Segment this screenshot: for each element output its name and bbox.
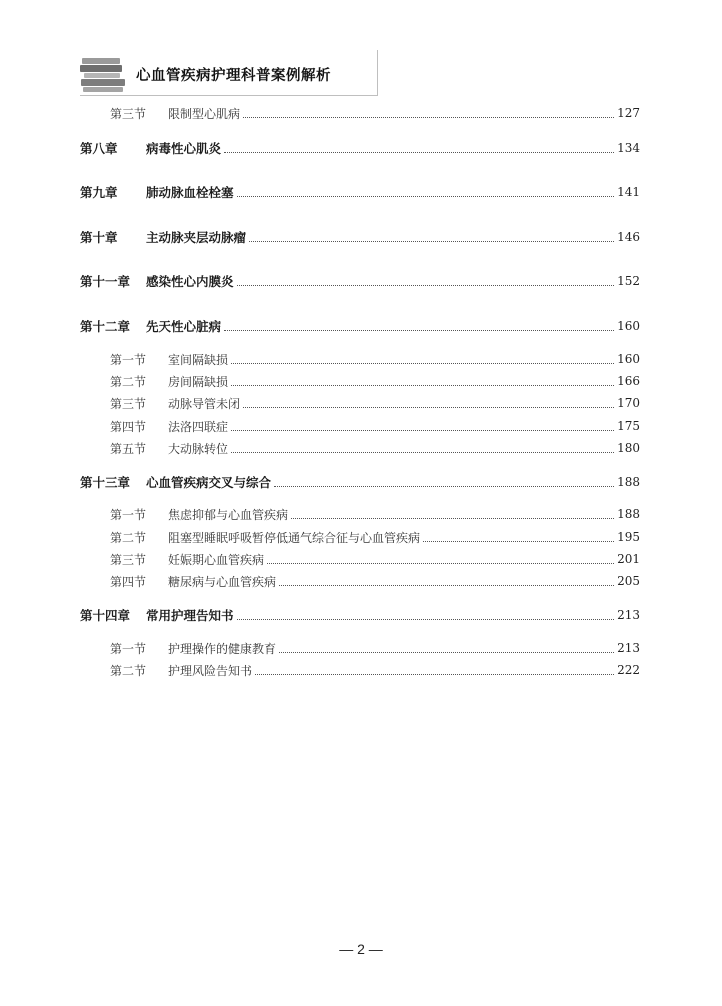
header-rule bbox=[80, 95, 378, 96]
section-number: 第二节 bbox=[110, 530, 147, 545]
section-number: 第三节 bbox=[110, 552, 147, 567]
section-number: 第一节 bbox=[110, 507, 147, 522]
chapter-number: 第十一章 bbox=[80, 274, 131, 289]
page-ref: 134 bbox=[617, 141, 640, 155]
section-title: 房间隔缺损 bbox=[168, 374, 229, 389]
page-number: — 2 — bbox=[339, 941, 383, 957]
page-ref: 141 bbox=[617, 185, 640, 199]
toc-section-entry[interactable] bbox=[110, 505, 640, 523]
toc-chapter-entry[interactable] bbox=[80, 272, 640, 290]
header-divider bbox=[377, 50, 378, 96]
page-ref: 213 bbox=[617, 641, 640, 655]
dot-leader bbox=[231, 363, 614, 364]
dot-leader bbox=[267, 563, 614, 564]
page-ref: 222 bbox=[617, 663, 640, 677]
chapter-title: 先天性心脏病 bbox=[146, 319, 222, 334]
dot-leader bbox=[231, 430, 614, 431]
dot-leader bbox=[231, 385, 614, 386]
dot-leader bbox=[231, 452, 614, 453]
toc-section-entry[interactable] bbox=[110, 417, 640, 435]
section-title: 焦虑抑郁与心血管疾病 bbox=[168, 507, 289, 522]
dot-leader bbox=[237, 285, 615, 286]
section-title: 法洛四联症 bbox=[168, 419, 229, 434]
chapter-title: 感染性心内膜炎 bbox=[146, 274, 234, 289]
toc-chapter-entry[interactable] bbox=[80, 473, 640, 491]
page-ref: 127 bbox=[617, 106, 640, 120]
toc-chapter-entry[interactable] bbox=[80, 606, 640, 624]
toc-chapter-entry[interactable] bbox=[80, 228, 640, 246]
dot-leader bbox=[224, 152, 614, 153]
dot-leader bbox=[237, 196, 615, 197]
dot-leader bbox=[274, 486, 614, 487]
toc-section-entry[interactable] bbox=[110, 439, 640, 457]
chapter-title: 常用护理告知书 bbox=[146, 608, 234, 623]
page-ref: 188 bbox=[617, 475, 640, 489]
page-ref: 213 bbox=[617, 608, 640, 622]
chapter-number: 第十四章 bbox=[80, 608, 131, 623]
dot-leader bbox=[291, 518, 614, 519]
dot-leader bbox=[243, 117, 614, 118]
dot-leader bbox=[249, 241, 614, 242]
section-number: 第三节 bbox=[110, 396, 147, 411]
section-title: 护理风险告知书 bbox=[168, 663, 253, 678]
page-ref: 175 bbox=[617, 419, 640, 433]
dot-leader bbox=[255, 674, 614, 675]
section-number: 第一节 bbox=[110, 352, 147, 367]
chapter-title: 肺动脉血栓栓塞 bbox=[146, 185, 234, 200]
toc-section-entry[interactable] bbox=[110, 528, 640, 546]
dot-leader bbox=[279, 585, 614, 586]
page-ref: 195 bbox=[617, 530, 640, 544]
section-number: 第三节 bbox=[110, 106, 147, 121]
section-number: 第一节 bbox=[110, 641, 147, 656]
section-title: 糖尿病与心血管疾病 bbox=[168, 574, 277, 589]
section-title: 阻塞型睡眠呼吸暂停低通气综合征与心血管疾病 bbox=[168, 530, 421, 545]
chapter-title: 病毒性心肌炎 bbox=[146, 141, 222, 156]
section-title: 限制型心肌病 bbox=[168, 106, 241, 121]
chapter-title: 心血管疾病交叉与综合 bbox=[146, 475, 272, 490]
page-ref: 160 bbox=[617, 319, 640, 333]
books-icon bbox=[80, 58, 126, 92]
chapter-number: 第十章 bbox=[80, 230, 118, 245]
toc-chapter-entry[interactable] bbox=[80, 183, 640, 201]
toc-chapter-entry[interactable] bbox=[80, 139, 640, 157]
chapter-number: 第九章 bbox=[80, 185, 118, 200]
page-ref: 160 bbox=[617, 352, 640, 366]
section-number: 第四节 bbox=[110, 419, 147, 434]
page-ref: 170 bbox=[617, 396, 640, 410]
toc-section-entry[interactable] bbox=[110, 372, 640, 390]
toc-section-entry[interactable] bbox=[110, 350, 640, 368]
chapter-number: 第十二章 bbox=[80, 319, 131, 334]
page-ref: 205 bbox=[617, 574, 640, 588]
page-ref: 201 bbox=[617, 552, 640, 566]
section-number: 第二节 bbox=[110, 374, 147, 389]
running-header bbox=[80, 50, 378, 96]
section-title: 护理操作的健康教育 bbox=[168, 641, 277, 656]
section-title: 妊娠期心血管疾病 bbox=[168, 552, 265, 567]
section-title: 室间隔缺损 bbox=[168, 352, 229, 367]
chapter-title: 主动脉夹层动脉瘤 bbox=[146, 230, 247, 245]
toc-section-entry[interactable] bbox=[110, 550, 640, 568]
chapter-number: 第八章 bbox=[80, 141, 118, 156]
page-ref: 166 bbox=[617, 374, 640, 388]
dot-leader bbox=[224, 330, 614, 331]
section-title: 动脉导管未闭 bbox=[168, 396, 241, 411]
page-ref: 188 bbox=[617, 507, 640, 521]
toc-section-entry[interactable] bbox=[110, 394, 640, 412]
section-number: 第五节 bbox=[110, 441, 147, 456]
toc-section-entry[interactable] bbox=[110, 572, 640, 590]
book-title: 心血管疾病护理科普案例解析 bbox=[136, 68, 331, 84]
toc-chapter-entry[interactable] bbox=[80, 317, 640, 335]
dot-leader bbox=[243, 407, 614, 408]
chapter-number: 第十三章 bbox=[80, 475, 131, 490]
section-title: 大动脉转位 bbox=[168, 441, 229, 456]
dot-leader bbox=[423, 541, 614, 542]
section-number: 第二节 bbox=[110, 663, 147, 678]
page-ref: 180 bbox=[617, 441, 640, 455]
toc-section-entry[interactable] bbox=[110, 104, 640, 122]
section-number: 第四节 bbox=[110, 574, 147, 589]
page-ref: 146 bbox=[617, 230, 640, 244]
dot-leader bbox=[237, 619, 615, 620]
page-ref: 152 bbox=[617, 274, 640, 288]
toc-section-entry[interactable] bbox=[110, 639, 640, 657]
toc-section-entry[interactable] bbox=[110, 661, 640, 679]
dot-leader bbox=[279, 652, 614, 653]
